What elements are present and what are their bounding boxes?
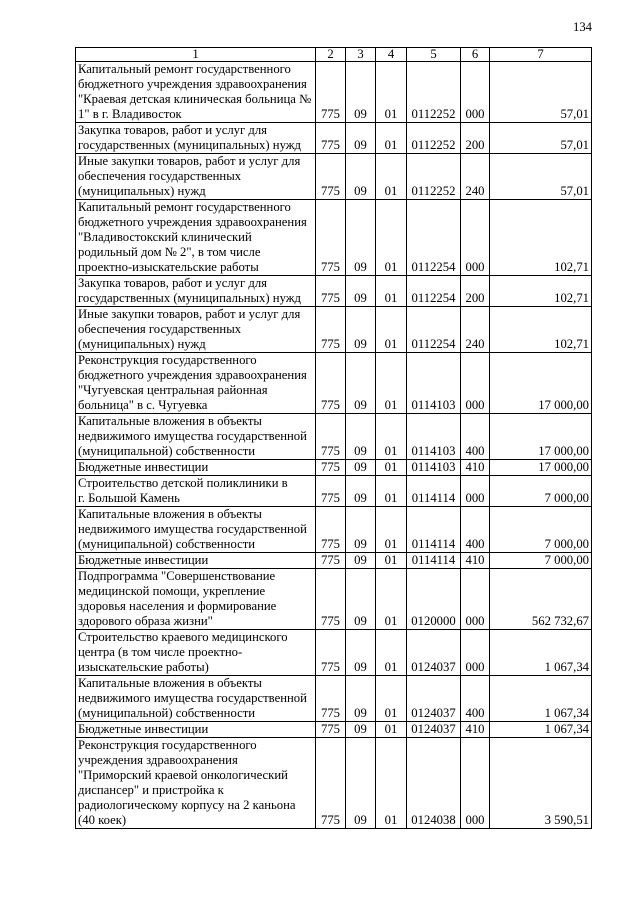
page-number: 134 [572, 20, 592, 34]
subsection-code-cell: 01 [376, 353, 407, 414]
target-item-code-cell: 0112252 [407, 62, 461, 123]
item-name-cell: Закупка товаров, работ и услуг для государственных (муниципальных) нужд [76, 276, 316, 307]
section-code-cell: 09 [346, 507, 376, 553]
section-code-cell: 09 [346, 414, 376, 460]
item-name-cell: Иные закупки товаров, работ и услуг для обеспечения государственных (муниципальных) нужд [76, 154, 316, 200]
table-row [76, 553, 592, 569]
amount-cell: 1 067,34 [490, 722, 592, 738]
department-code-cell: 775 [316, 476, 346, 507]
subsection-code-cell: 01 [376, 307, 407, 353]
target-item-code-cell: 0112254 [407, 200, 461, 276]
item-name-cell: Капитальный ремонт государственного бюджетного учреждения здравоохранения "Владивостокский клинический родильный дом № 2", в том числе проектно-изыскательские работы [76, 200, 316, 276]
expense-type-code-cell: 200 [461, 276, 490, 307]
target-item-code-cell: 0120000 [407, 569, 461, 630]
department-code-cell: 775 [316, 307, 346, 353]
subsection-code-cell: 01 [376, 738, 407, 829]
target-item-code-cell: 0114103 [407, 460, 461, 476]
department-code-cell: 775 [316, 276, 346, 307]
expense-type-code-cell: 000 [461, 630, 490, 676]
item-name-cell: Бюджетные инвестиции [76, 553, 316, 569]
section-code-cell: 09 [346, 569, 376, 630]
subsection-code-cell: 01 [376, 722, 407, 738]
section-code-cell: 09 [346, 123, 376, 154]
subsection-code-cell: 01 [376, 553, 407, 569]
table-row [76, 200, 592, 276]
section-code-cell: 09 [346, 307, 376, 353]
amount-cell: 3 590,51 [490, 738, 592, 829]
item-name-cell: Строительство краевого медицинского центра (в том числе проектно-изыскательские работы) [76, 630, 316, 676]
amount-cell: 102,71 [490, 307, 592, 353]
item-name-cell: Бюджетные инвестиции [76, 722, 316, 738]
target-item-code-cell: 0112254 [407, 276, 461, 307]
item-name-cell: Закупка товаров, работ и услуг для государственных (муниципальных) нужд [76, 123, 316, 154]
subsection-code-cell: 01 [376, 507, 407, 553]
amount-cell: 7 000,00 [490, 507, 592, 553]
expense-type-code-cell: 000 [461, 62, 490, 123]
department-code-cell: 775 [316, 738, 346, 829]
subsection-code-cell: 01 [376, 154, 407, 200]
subsection-code-cell: 01 [376, 123, 407, 154]
amount-cell: 57,01 [490, 123, 592, 154]
target-item-code-cell: 0112252 [407, 123, 461, 154]
section-code-cell: 09 [346, 200, 376, 276]
expense-type-code-cell: 000 [461, 569, 490, 630]
amount-cell: 57,01 [490, 154, 592, 200]
table-row [76, 722, 592, 738]
table-row [76, 154, 592, 200]
section-code-cell: 09 [346, 676, 376, 722]
expense-type-code-cell: 400 [461, 414, 490, 460]
item-name-cell: Капитальные вложения в объекты недвижимого имущества государственной (муниципальной) собственности [76, 414, 316, 460]
department-code-cell: 775 [316, 200, 346, 276]
column-number-6: 6 [461, 48, 490, 62]
department-code-cell: 775 [316, 507, 346, 553]
subsection-code-cell: 01 [376, 276, 407, 307]
section-code-cell: 09 [346, 276, 376, 307]
amount-cell: 1 067,34 [490, 630, 592, 676]
subsection-code-cell: 01 [376, 476, 407, 507]
expense-type-code-cell: 000 [461, 200, 490, 276]
amount-cell: 17 000,00 [490, 353, 592, 414]
expense-type-code-cell: 410 [461, 460, 490, 476]
expense-type-code-cell: 000 [461, 476, 490, 507]
amount-cell: 1 067,34 [490, 676, 592, 722]
expense-type-code-cell: 000 [461, 738, 490, 829]
column-number-3: 3 [346, 48, 376, 62]
department-code-cell: 775 [316, 353, 346, 414]
expense-type-code-cell: 240 [461, 307, 490, 353]
table-row [76, 569, 592, 630]
budget-table [75, 47, 592, 829]
amount-cell: 17 000,00 [490, 460, 592, 476]
department-code-cell: 775 [316, 123, 346, 154]
target-item-code-cell: 0124037 [407, 630, 461, 676]
section-code-cell: 09 [346, 353, 376, 414]
department-code-cell: 775 [316, 414, 346, 460]
target-item-code-cell: 0124037 [407, 722, 461, 738]
item-name-cell: Реконструкция государственного учреждения здравоохранения "Приморский краевой онкологический диспансер" и пристройка к радиологическому корпусу на 2 каньона (40 коек) [76, 738, 316, 829]
expense-type-code-cell: 410 [461, 722, 490, 738]
amount-cell: 102,71 [490, 200, 592, 276]
column-number-2: 2 [316, 48, 346, 62]
item-name-cell: Бюджетные инвестиции [76, 460, 316, 476]
item-name-cell: Капитальные вложения в объекты недвижимого имущества государственной (муниципальной) собственности [76, 507, 316, 553]
table-row [76, 476, 592, 507]
table-row [76, 676, 592, 722]
item-name-cell: Реконструкция государственного бюджетного учреждения здравоохранения "Чугуевская центральная районная больница" в с. Чугуевка [76, 353, 316, 414]
section-code-cell: 09 [346, 630, 376, 676]
table-row [76, 738, 592, 829]
column-number-7: 7 [490, 48, 592, 62]
item-name-cell: Капитальные вложения в объекты недвижимого имущества государственной (муниципальной) собственности [76, 676, 316, 722]
section-code-cell: 09 [346, 738, 376, 829]
department-code-cell: 775 [316, 62, 346, 123]
amount-cell: 57,01 [490, 62, 592, 123]
section-code-cell: 09 [346, 722, 376, 738]
amount-cell: 7 000,00 [490, 476, 592, 507]
table-header-row [76, 48, 592, 62]
target-item-code-cell: 0112252 [407, 154, 461, 200]
section-code-cell: 09 [346, 460, 376, 476]
target-item-code-cell: 0114103 [407, 353, 461, 414]
table-row [76, 414, 592, 460]
subsection-code-cell: 01 [376, 200, 407, 276]
table-row [76, 123, 592, 154]
amount-cell: 7 000,00 [490, 553, 592, 569]
subsection-code-cell: 01 [376, 569, 407, 630]
target-item-code-cell: 0114114 [407, 507, 461, 553]
subsection-code-cell: 01 [376, 62, 407, 123]
department-code-cell: 775 [316, 630, 346, 676]
column-number-4: 4 [376, 48, 407, 62]
target-item-code-cell: 0114103 [407, 414, 461, 460]
expense-type-code-cell: 400 [461, 676, 490, 722]
expense-type-code-cell: 000 [461, 353, 490, 414]
item-name-cell: Подпрограмма "Совершенствование медицинской помощи, укрепление здоровья населения и формирование здорового образа жизни" [76, 569, 316, 630]
subsection-code-cell: 01 [376, 630, 407, 676]
target-item-code-cell: 0124037 [407, 676, 461, 722]
department-code-cell: 775 [316, 154, 346, 200]
amount-cell: 17 000,00 [490, 414, 592, 460]
table-row [76, 460, 592, 476]
department-code-cell: 775 [316, 676, 346, 722]
target-item-code-cell: 0114114 [407, 476, 461, 507]
item-name-cell: Строительство детской поликлиники в г. Большой Камень [76, 476, 316, 507]
amount-cell: 102,71 [490, 276, 592, 307]
section-code-cell: 09 [346, 553, 376, 569]
department-code-cell: 775 [316, 569, 346, 630]
item-name-cell: Иные закупки товаров, работ и услуг для обеспечения государственных (муниципальных) нужд [76, 307, 316, 353]
table-row [76, 62, 592, 123]
department-code-cell: 775 [316, 460, 346, 476]
table-row [76, 630, 592, 676]
expense-type-code-cell: 200 [461, 123, 490, 154]
subsection-code-cell: 01 [376, 460, 407, 476]
expense-type-code-cell: 410 [461, 553, 490, 569]
department-code-cell: 775 [316, 553, 346, 569]
expense-type-code-cell: 400 [461, 507, 490, 553]
department-code-cell: 775 [316, 722, 346, 738]
table-row [76, 507, 592, 553]
table-row [76, 307, 592, 353]
section-code-cell: 09 [346, 476, 376, 507]
amount-cell: 562 732,67 [490, 569, 592, 630]
subsection-code-cell: 01 [376, 414, 407, 460]
section-code-cell: 09 [346, 154, 376, 200]
table-row [76, 353, 592, 414]
column-number-5: 5 [407, 48, 461, 62]
item-name-cell: Капитальный ремонт государственного бюджетного учреждения здравоохранения "Краевая детская клиническая больница № 1" в г. Владивосток [76, 62, 316, 123]
expense-type-code-cell: 240 [461, 154, 490, 200]
target-item-code-cell: 0124038 [407, 738, 461, 829]
target-item-code-cell: 0112254 [407, 307, 461, 353]
target-item-code-cell: 0114114 [407, 553, 461, 569]
table-row [76, 276, 592, 307]
section-code-cell: 09 [346, 62, 376, 123]
subsection-code-cell: 01 [376, 676, 407, 722]
column-number-1: 1 [76, 48, 316, 62]
